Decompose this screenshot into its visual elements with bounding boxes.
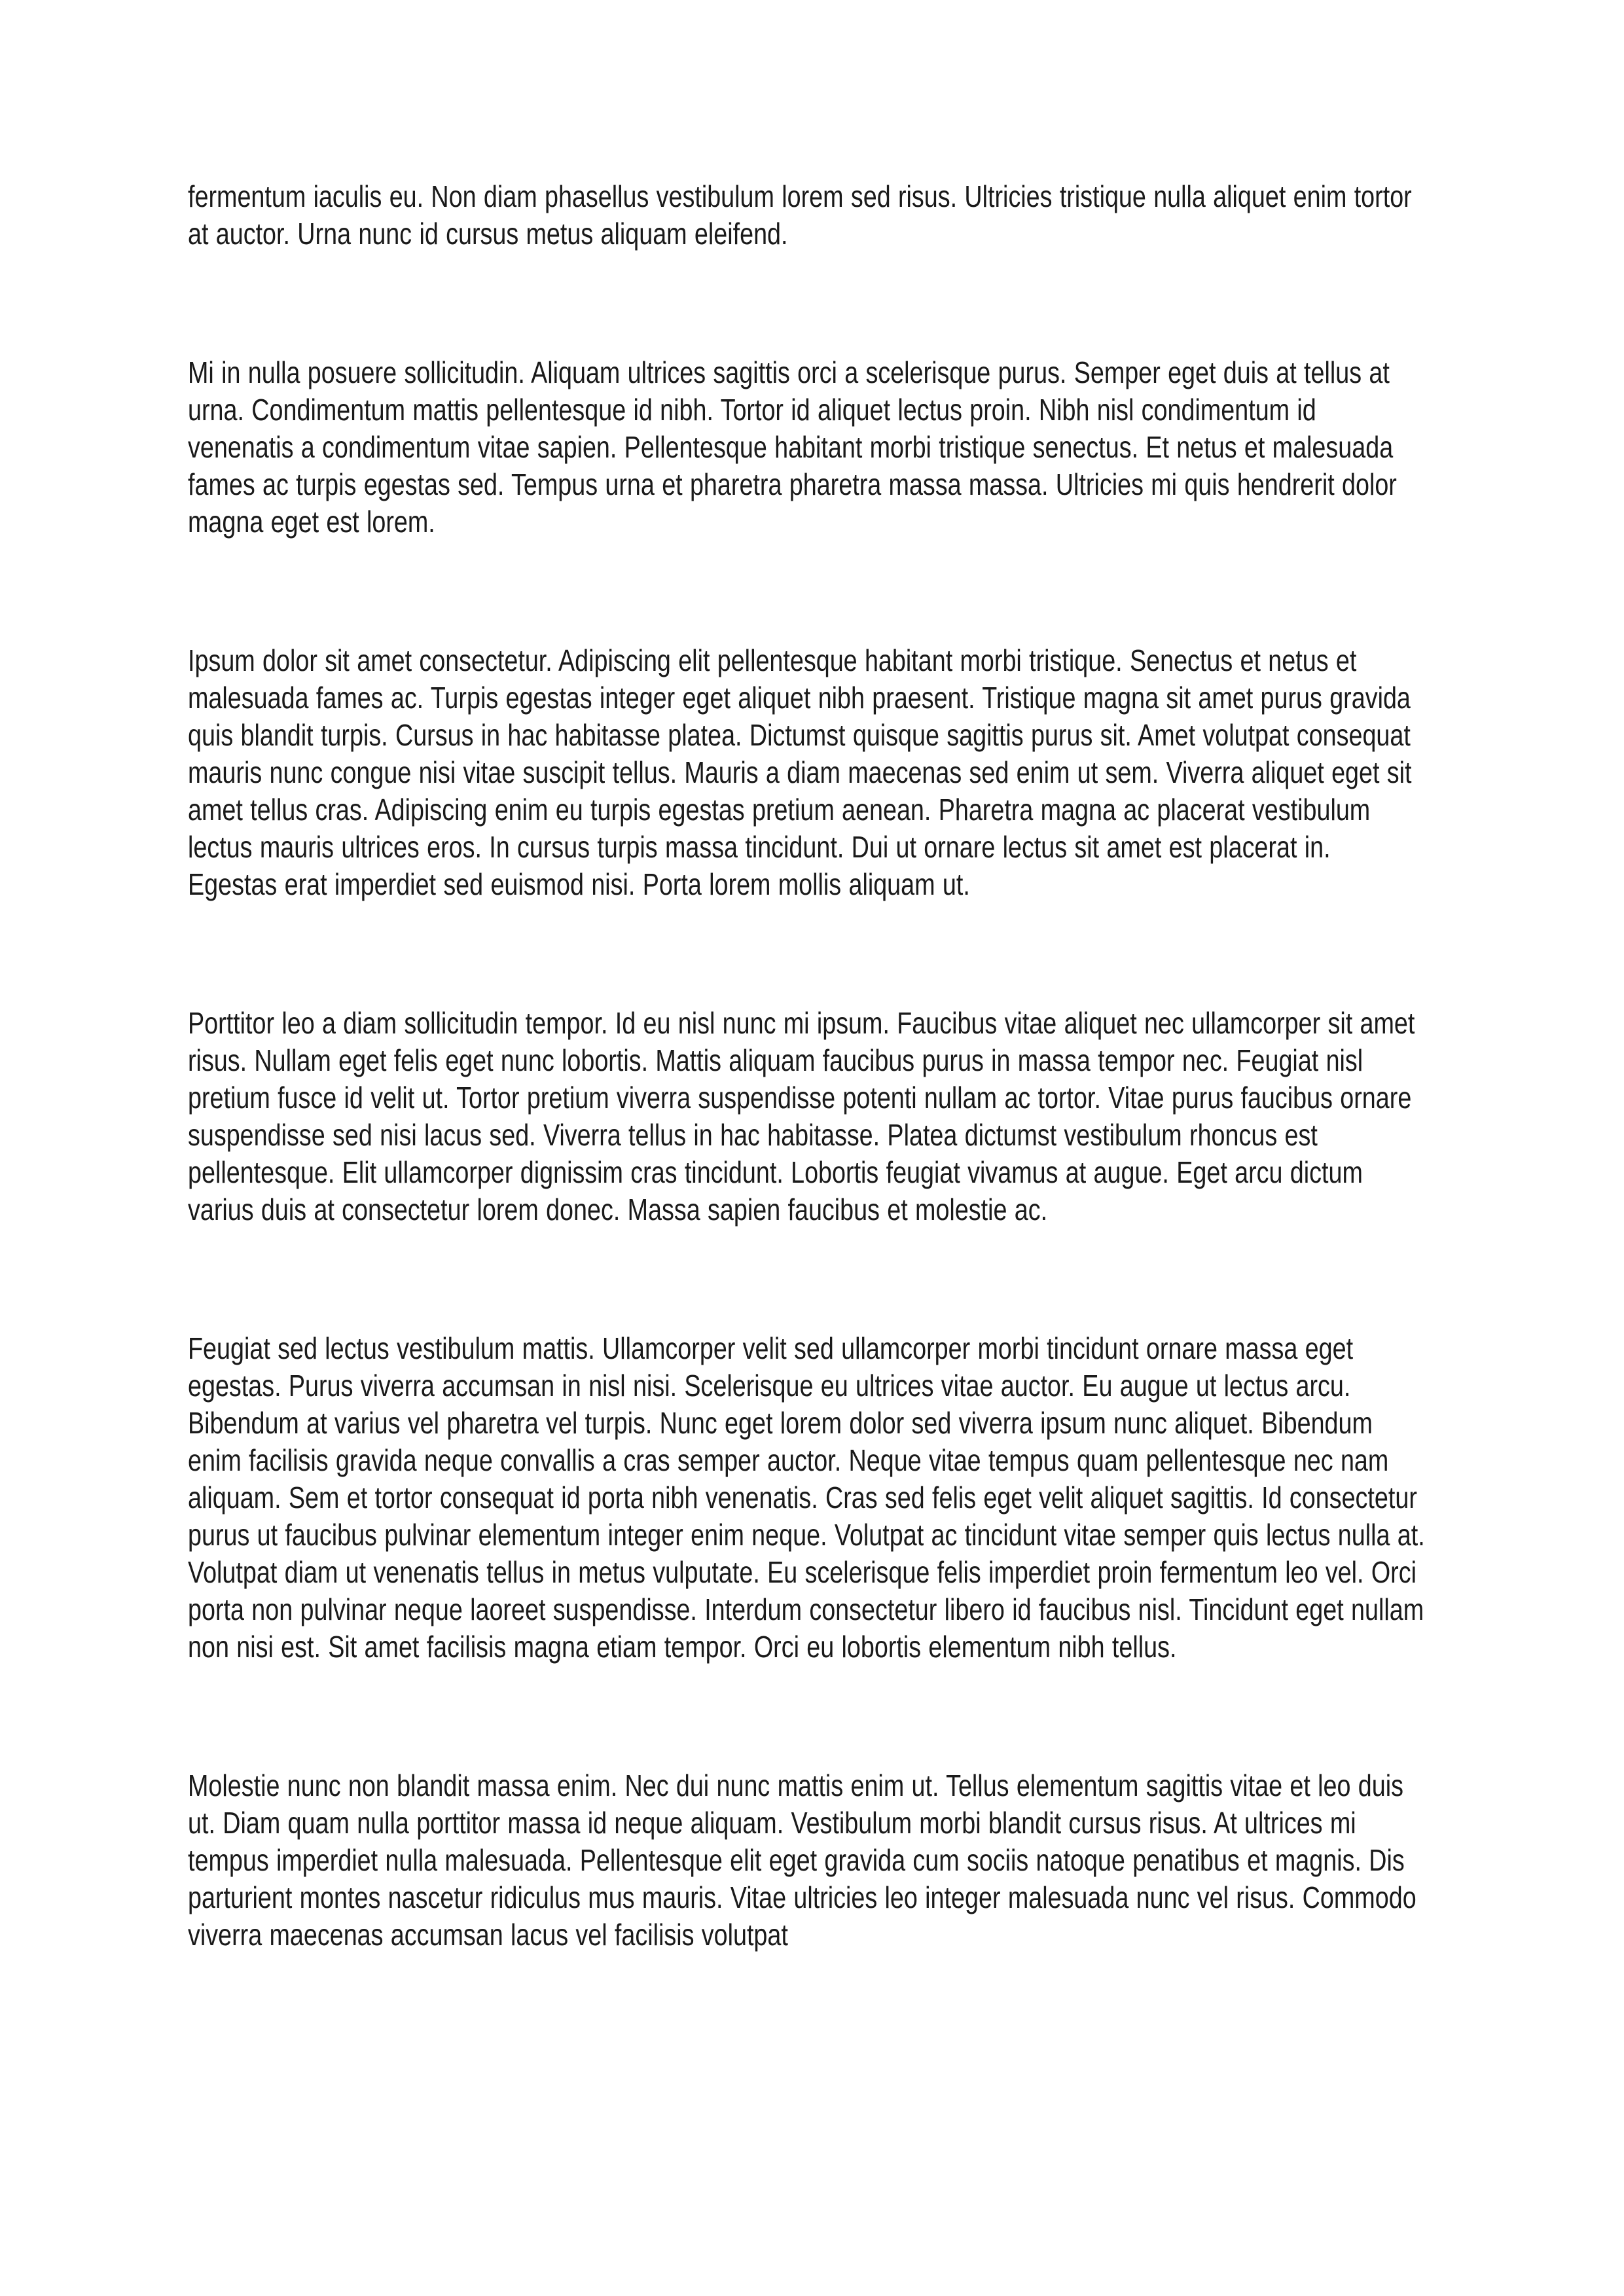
paragraph: Porttitor leo a diam sollicitudin tempor. Id eu nisl nunc mi ipsum. Faucibus vitae aliquet nec ullamcorper sit amet risus. Nullam eget felis eget nunc lobortis. Mattis aliquam faucibus purus in massa tempor nec. Feugiat nisl pretium fusce id velit ut. Tortor pretium viverra suspendisse potenti nullam ac tortor. Vitae purus faucibus ornare suspendisse sed nisi lacus sed. Viverra tellus in hac habitasse. Platea dictumst vestibulum rhoncus est pellentesque. Elit ullamcorper dignissim cras tincidunt. Lobortis feugiat vivamus at augue. Eget arcu dictum varius duis at consectetur lorem donec. Massa sapien faucibus et molestie ac.	[188, 1006, 1415, 1227]
paragraph: Feugiat sed lectus vestibulum mattis. Ullamcorper velit sed ullamcorper morbi tincidunt ornare massa eget egestas. Purus viverra accumsan in nisl nisi. Scelerisque eu ultrices vitae auctor. Eu augue ut lectus arcu. Bibendum at varius vel pharetra vel turpis. Nunc eget lorem dolor sed viverra ipsum nunc aliquet. Bibendum enim facilisis gravida neque convallis a cras semper auctor. Neque vitae tempus quam pellentesque nec nam aliquam. Sem et tortor consequat id porta nibh venenatis. Cras sed felis eget velit aliquet sagittis. Id consectetur purus ut faucibus pulvinar elementum integer enim neque. Volutpat ac tincidunt vitae semper quis lectus nulla at. Volutpat diam ut venenatis tellus in metus vulputate. Eu scelerisque felis imperdiet proin fermentum leo vel. Orci porta non pulvinar neque laoreet suspendisse. Interdum consectetur libero id faucibus nisl. Tincidunt eget nullam non nisi est. Sit amet facilisis magna etiam tempor. Orci eu lobortis elementum nibh tellus.	[188, 1331, 1425, 1664]
paragraph: Mi in nulla posuere sollicitudin. Aliquam ultrices sagittis orci a scelerisque purus. Semper eget duis at tellus at urna. Condimentum mattis pellentesque id nibh. Tortor id aliquet lectus proin. Nibh nisl condimentum id venenatis a condimentum vitae sapien. Pellentesque habitant morbi tristique senectus. Et netus et malesuada fames ac turpis egestas sed. Tempus urna et pharetra pharetra massa massa. Ultricies mi quis hendrerit dolor magna eget est lorem.	[188, 355, 1397, 539]
paragraph: fermentum iaculis eu. Non diam phasellus vestibulum lorem sed risus. Ultricies tristique nulla aliquet enim tortor at auctor. Urna nunc id cursus metus aliquam eleifend.	[188, 179, 1412, 251]
paragraph: Molestie nunc non blandit massa enim. Nec dui nunc mattis enim ut. Tellus elementum sagittis vitae et leo duis ut. Diam quam nulla porttitor massa id neque aliquam. Vestibulum morbi blandit cursus risus. At ultrices mi tempus imperdiet nulla malesuada. Pellentesque elit eget gravida cum sociis natoque penatibus et magnis. Dis parturient montes nascetur ridiculus mus mauris. Vitae ultricies leo integer malesuada nunc vel risus. Commodo viverra maecenas accumsan lacus vel facilisis volutpat	[188, 1768, 1416, 1952]
paragraph: Ipsum dolor sit amet consectetur. Adipiscing elit pellentesque habitant morbi tristique. Senectus et netus et malesuada fames ac. Turpis egestas integer eget aliquet nibh praesent. Tristique magna sit amet purus gravida quis blandit turpis. Cursus in hac habitasse platea. Dictumst quisque sagittis purus sit. Amet volutpat consequat mauris nunc congue nisi vitae suscipit tellus. Mauris a diam maecenas sed enim ut sem. Viverra aliquet eget sit amet tellus cras. Adipiscing enim eu turpis egestas pretium aenean. Pharetra magna ac placerat vestibulum lectus mauris ultrices eros. In cursus turpis massa tincidunt. Dui ut ornare lectus sit amet est placerat in. Egestas erat imperdiet sed euismod nisi. Porta lorem mollis aliquam ut.	[188, 643, 1412, 901]
document-text-block	[188, 178, 1425, 1954]
